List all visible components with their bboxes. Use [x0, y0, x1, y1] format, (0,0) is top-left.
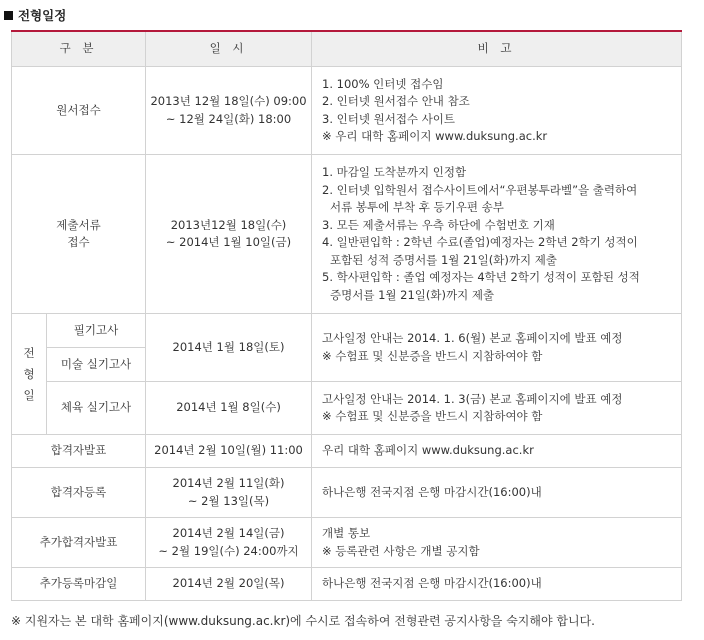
note-line: 5. 학사편입학 : 졸업 예정자는 4학년 2학기 성적이 포함된 성적: [322, 270, 640, 284]
row-notes: [312, 314, 682, 382]
table-row: [12, 155, 682, 314]
row-label: 합격자발표: [12, 435, 146, 468]
row-notes: 하나은행 전국지점 은행 마감시간(16:00)내: [312, 468, 682, 518]
table-row: [12, 382, 682, 435]
note-line: ※ 등록관련 사항은 개별 공지함: [322, 543, 480, 558]
row-label: [12, 155, 146, 314]
note-line: 2. 인터넷 입학원서 접수사이트에서“우편봉투라벨”을 출력하여: [322, 182, 638, 197]
table-row: [12, 67, 682, 155]
note-line: 1. 마감일 도착분까지 인정함: [322, 165, 467, 179]
row-label-pe-exam: 체육 실기고사: [47, 382, 146, 435]
date-line: ~ 12월 24일(화) 18:00: [165, 111, 292, 126]
table-row: [12, 314, 682, 348]
group-label-char: 형: [23, 366, 35, 381]
note-line: 개별 통보: [322, 526, 371, 540]
note-line: 증명서를 1월 21일(화)까지 제출: [330, 287, 495, 302]
note-line: ※ 수험표 및 신분증을 반드시 지참하여야 함: [322, 348, 543, 363]
header-category: 구 분: [12, 31, 146, 67]
row-label-written-exam: 필기고사: [47, 314, 146, 348]
note-line: 3. 모든 제출서류는 우측 하단에 수험번호 기재: [322, 217, 555, 232]
row-date: [146, 518, 312, 568]
row-notes: [312, 155, 682, 314]
row-label: 추가합격자발표: [12, 518, 146, 568]
section-title-text: 전형일정: [18, 8, 67, 23]
row-notes: [312, 518, 682, 568]
square-bullet-icon: [4, 11, 13, 20]
row-date: [146, 155, 312, 314]
table-row: [12, 568, 682, 601]
row-date: 2014년 2월 10일(월) 11:00: [146, 435, 312, 468]
header-remarks: 비 고: [312, 31, 682, 67]
table-row: [12, 518, 682, 568]
row-label: 합격자등록: [12, 468, 146, 518]
note-line: 3. 인터넷 원서접수 사이트: [322, 111, 456, 126]
note-line: ※ 수험표 및 신분증을 반드시 지참하여야 함: [322, 409, 543, 423]
note-line: 고사일정 안내는 2014. 1. 6(월) 본교 홈페이지에 발표 예정: [322, 331, 623, 345]
row-date: [146, 67, 312, 155]
date-line: 2014년 2월 14일(금): [172, 526, 285, 540]
label-line: 접수: [67, 235, 90, 249]
group-label-char: 일: [23, 387, 35, 402]
row-date: [146, 468, 312, 518]
date-line: ~ 2월 19일(수) 24:00까지: [158, 543, 299, 558]
group-label-char: 전: [23, 345, 35, 360]
footnote: ※ 지원자는 본 대학 홈페이지(www.duksung.ac.kr)에 수시로 접속하여 전형관련 공지사항을 숙지해야 합니다.: [11, 614, 595, 628]
note-line: 포함된 성적 증명서를 1월 21일(화)까지 제출: [330, 252, 557, 267]
note-line: 서류 봉투에 부착 후 등기우편 송부: [330, 200, 504, 214]
row-notes: 우리 대학 홈페이지 www.duksung.ac.kr: [312, 435, 682, 468]
section-title: [4, 6, 66, 24]
date-line: 2013년12월 18일(수): [170, 217, 287, 232]
row-date: 2014년 1월 18일(토): [146, 314, 312, 382]
row-date: 2014년 2월 20일(목): [146, 568, 312, 601]
row-notes: 하나은행 전국지점 은행 마감시간(16:00)내: [312, 568, 682, 601]
date-line: 2013년 12월 18일(수) 09:00: [150, 94, 307, 108]
row-notes: [312, 67, 682, 155]
row-date: 2014년 1월 8일(수): [146, 382, 312, 435]
header-date: 일 시: [146, 31, 312, 67]
row-label-art-exam: 미술 실기고사: [47, 348, 146, 382]
date-line: ~ 2월 13일(목): [187, 493, 270, 508]
note-line: 2. 인터넷 원서접수 안내 참조: [322, 94, 470, 108]
exam-day-group-label: [12, 314, 47, 435]
table-row: [12, 435, 682, 468]
table-row: [12, 468, 682, 518]
row-label: 원서접수: [12, 67, 146, 155]
row-notes: [312, 382, 682, 435]
label-line: 제출서류: [56, 217, 101, 232]
header-row: [12, 31, 682, 67]
note-line: 고사일정 안내는 2014. 1. 3(금) 본교 홈페이지에 발표 예정: [322, 391, 623, 406]
date-line: 2014년 2월 11일(화): [172, 476, 285, 490]
row-label: 추가등록마감일: [12, 568, 146, 601]
note-line: 1. 100% 인터넷 접수임: [322, 76, 444, 91]
note-line: 4. 일반편입학 : 2학년 수료(졸업)예정자는 2학년 2학기 성적이: [322, 235, 638, 249]
date-line: ~ 2014년 1월 10일(금): [165, 235, 292, 249]
schedule-table: [11, 30, 682, 601]
note-line: ※ 우리 대학 홈페이지 www.duksung.ac.kr: [322, 129, 548, 143]
